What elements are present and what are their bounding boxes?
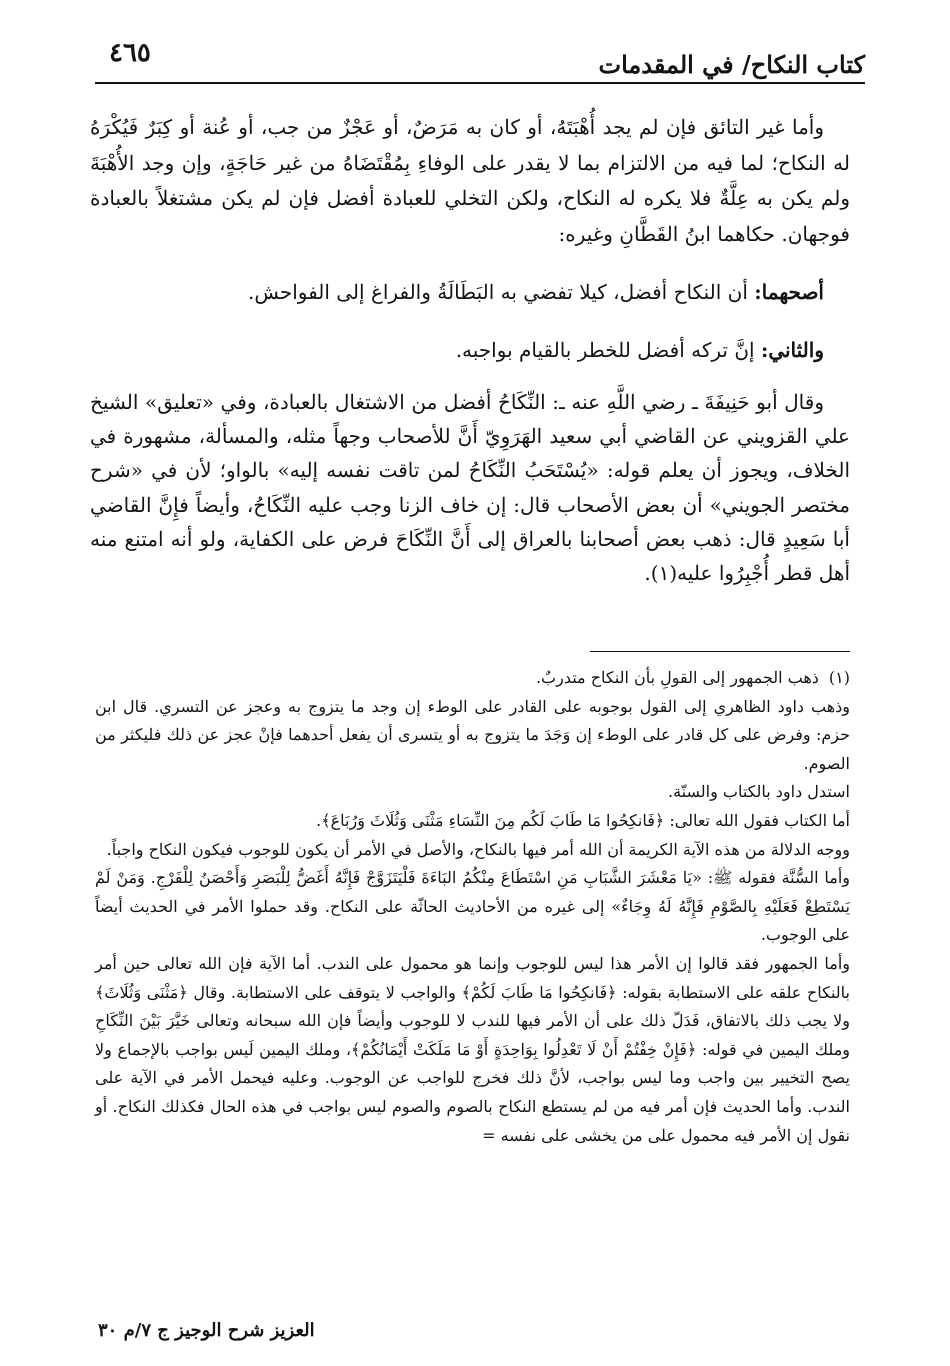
footnote (95, 664, 850, 1150)
main-text (90, 110, 850, 590)
opinion-second (90, 333, 850, 368)
page-header (95, 38, 865, 84)
opinion-second-text: إنَّ تركه أفضل للخطر بالقيام بواجبه. (455, 338, 755, 362)
footnote-first-sentence: ذهب الجمهور إلى القولِ بأن النكاح متدربٌ. (535, 668, 819, 687)
page-number: ٤٦٥ (109, 38, 151, 68)
printer-signature: العزيز شرح الوجيز ج ٧/م ٣٠ (98, 1320, 315, 1341)
opinion-first-text: أن النكاح أفضل، كيلا تفضي به البَطَالَةُ والفراغ إلى الفواحش. (248, 280, 748, 304)
footnote-line-1 (95, 664, 850, 693)
footnote-paragraph-7: وأما الجمهور فقد قالوا إن الأمر هذا ليس للوجوب وإنما هو محمول على الندب. أما الآية فإن الله تعالى حين أمر بالنكاح علقه على الاستطابة بقوله: ﴿فَانكِحُوا مَا طَابَ لَكُمْ﴾ والواجب لا يتوقف على الاستطابة. وقال ﴿مَثْنَى وَثُلَاثَ﴾ ولا يجب ذلك بالاتفاق، فَدَلّ ذلك على أن الأمر فيها للندب لا للوجوب وأيضاً فإن الله سبحانه وتعالى خَيَّرَ بَيْنَ النِّكَاحِ وملك اليمين في قوله: ﴿فَإِنْ خِفْتُمْ أَنْ لَا تَعْدِلُوا بِوَاحِدَةٍ أَوْ مَا مَلَكَتْ أَيْمَانُكُمْ﴾، وملك اليمين لَيس بواجب بالإجماع ولا يصح التخيير بين واجب وما ليس بواجب، لأنَّ ذلك فخرج للواجب عن الوجوب. وعليه فيحمل الأمر في الآية على الندب. وأما الحديث فإن أمر فيه من لم يستطع النكاح بالصوم والصوم ليس بواجب في هذه الحال فكذلك النكاح. أو نقول إن الأمر فيه محمول على من يخشى على نفسه = (95, 953, 851, 1145)
footnote-paragraph-5: ووجه الدلالة من هذه الآية الكريمة أن الله أمر فيها بالنكاح، والأصل في الأمر أن يكون للوجوب فيكون النكاح واجباً. (106, 839, 850, 859)
footnote-reference: (١). (644, 561, 678, 586)
running-head-title: كتاب النكاح/ في المقدمات (598, 50, 865, 79)
opinion-first-label: أصحهما: (754, 280, 824, 304)
footnote-paragraph-2: وذهب داود الظاهري إلى القول بوجوبه على القادر على الوطء إن وجد ما يتزوج به وعجز عن التسري. قال ابن حزم: وفرض على كل قادر على الوطء إن وَجَدَ ما يتزوج به أو يتسرى أن يفعل أحدهما فإنْ عجز عن ذلك فليكثر من الصوم. (95, 696, 850, 773)
footnote-paragraph-6: وأما السُّنَّة فقوله ﷺ: «يَا مَعْشَرَ الشَّبَابِ مَنِ اسْتَطَاعَ مِنْكُمُ البَاءَةَ فَلْيَتَزَوَّجْ فَإِنَّهُ أَغَضُّ لِلْبَصَرِ وَأَحْصَنُ لِلْفَرْجِ. وَمَنْ لَمْ يَسْتَطِعْ فَعَلَيْهِ بِالصَّوْمِ فَإِنَّهُ لَهُ وِجَاءٌ» إلى غيره من الأحاديث الحاثّة على النكاح. وقد حملوا الأمر في الحديث أيضاً على الوجوب. (95, 868, 850, 945)
footnote-paragraph-3: استدل داود بالكتاب والسنّة. (668, 782, 850, 802)
opinion-first (90, 275, 850, 310)
body-paragraph-1: وأما غير التائق فإن لم يجد أُهْبَتَهُ، أو كان به مَرَضٌ، أو عَجْزٌ من جب، أو عُنة أو كِبَرٌ فَيُكْرَهُ له النكاح؛ لما فيه من الالتزام بما لا يقدر على الوفاءِ بِمُقْتَضَاهُ من غير حَاجَةٍ، وإن وجد الأُهْبَةَ ولم يكن به عِلَّةٌ فلا يكره له النكاح، ولكن التخلي للعبادة أفضل فإن لم يكن مشتغلاً بالعبادة فوجهان. حكاهما ابنُ القَطَّانِ وغيره: (90, 115, 850, 246)
footnote-separator (590, 651, 850, 652)
opinion-second-label: والثاني: (760, 338, 824, 362)
body-paragraph-3-text: وقال أبو حَنِيفَةَ ـ رضي اللَّهِ عنه ـ: النِّكَاحُ أفضل من الاشتغال بالعبادة، وفي «تعليق» الشيخ علي القزويني عن القاضي أبي سعيد الهَرَوِيّ أَنَّ للأصحاب وجهاً مثله، والمسألة، مشهورة في الخلاف، ويجوز أن يعلم قوله: «يُسْتَحَبُ النِّكَاحُ لمن تاقت نفسه إليه» بالواو؛ لأن في «شرح مختصر الجويني» أن بعض الأصحاب قال: إن خاف الزنا وجب عليه النِّكَاحُ، وأيضاً فإِنَّ القاضي أبا سَعِيدٍ قال: ذهب بعض أصحابنا بالعراق إلى أَنَّ النِّكَاحَ فرض على الكفاية، ولو أنه امتنع منه أهل قطر أُجْبِرُوا عليه (90, 390, 850, 586)
header-rule (95, 82, 865, 84)
footnote-number: (١) (828, 668, 850, 687)
body-paragraph-3 (90, 385, 850, 590)
footnote-paragraph-4: أما الكتاب فقول الله تعالى: ﴿فَانكِحُوا مَا طَابَ لَكُم مِنَ النِّسَاءِ مَثْنَى وَثُلَاثَ وَرُبَاعَ﴾. (316, 810, 850, 830)
